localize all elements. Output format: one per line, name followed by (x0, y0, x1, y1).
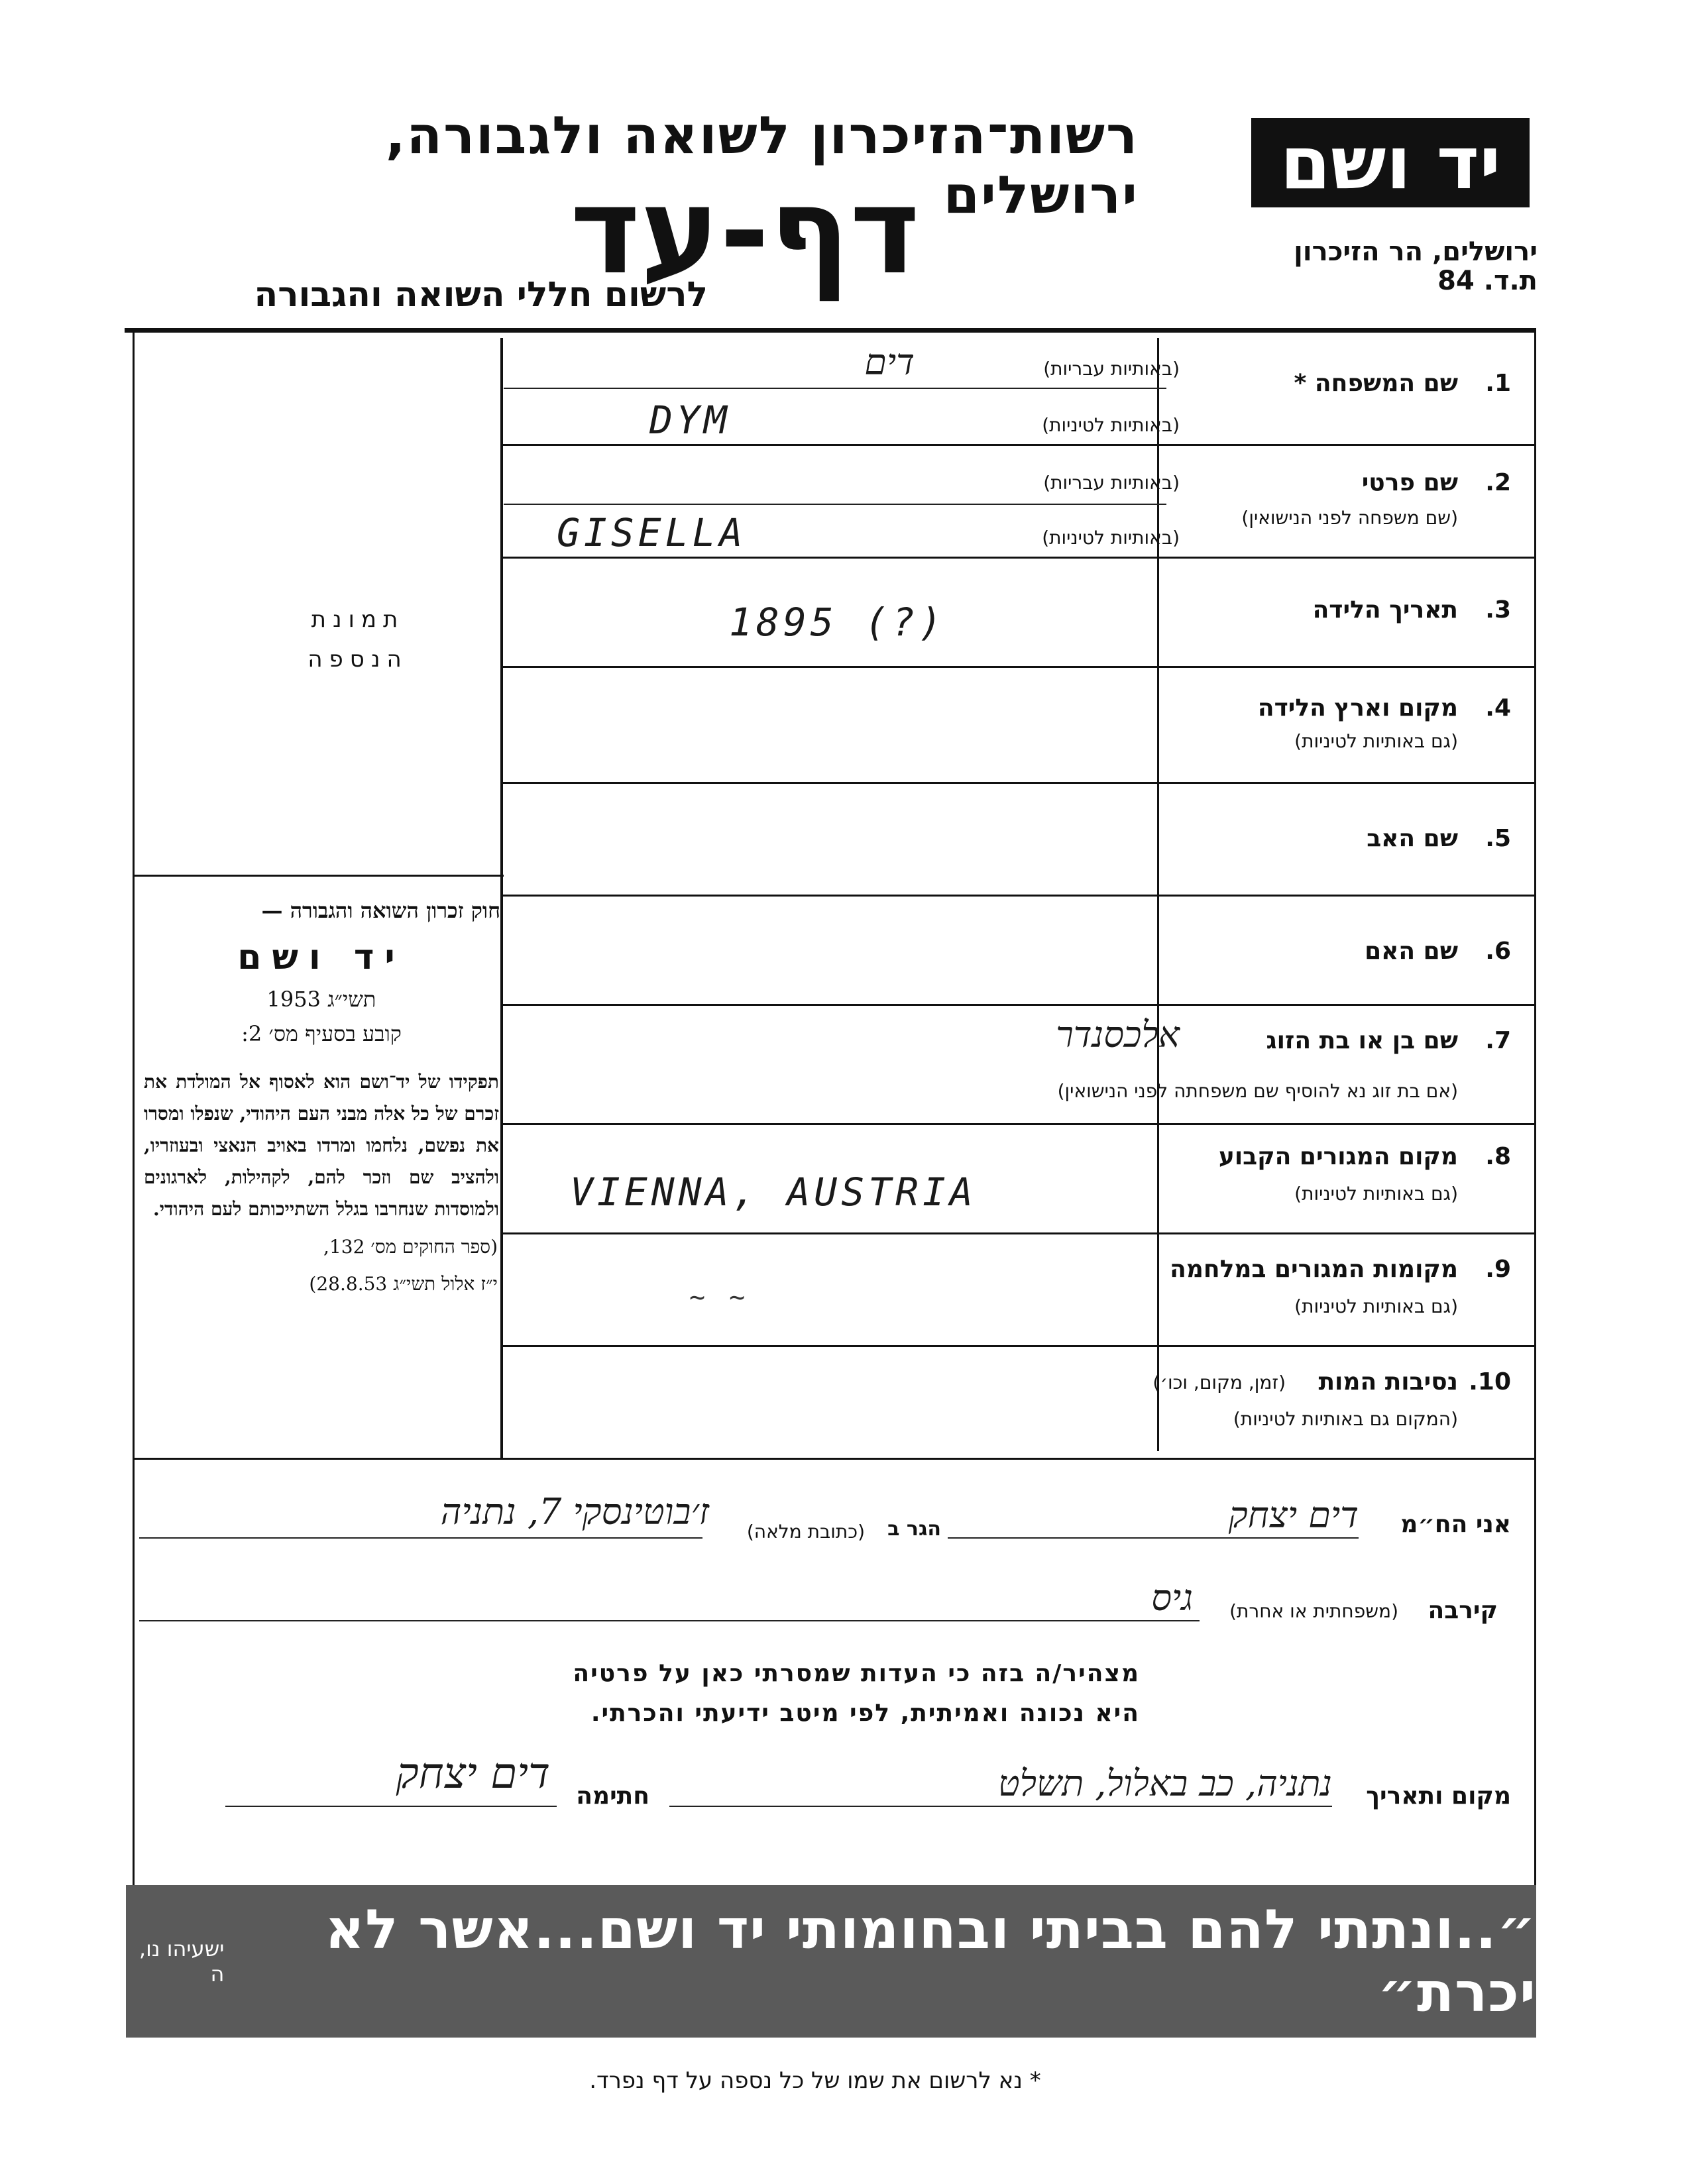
field-1-value-hebrew[interactable]: דים (864, 341, 915, 383)
field-7-label: שם בן או בת הזוג (1266, 1027, 1458, 1054)
field-9-sublabel: (גם באותיות לטיניות) (1294, 1295, 1458, 1317)
row-divider-7 (501, 1123, 1536, 1125)
address-hint: (כתובת מלאה) (746, 1521, 865, 1543)
field-8-label: מקום המגורים הקבוע (1218, 1143, 1458, 1170)
relation-line (139, 1620, 1200, 1621)
declarant-line (948, 1537, 1359, 1539)
row-divider-6 (501, 1004, 1536, 1006)
form-subtitle: לרשום חללי השואה והגבורה (254, 275, 708, 315)
law-body: תפקידו של יד־ושם הוא לאסוף אל המולדת את זכרם של כל אלה מבני העם היהודי, שנפלו ומסרו את נפשם, נלחמו ומרדו באויב הנאצי ובעוזריו, ולהציב שם וזכר להם, לקהילות, לארגונים ולמוסדות שנחרבו בגלל השתייכותם לעם היהודי. (144, 1071, 499, 1220)
resides-label: הגר ב (887, 1517, 941, 1541)
field-2-hebrew-line (504, 504, 1166, 505)
law-source-1: (ספר החוקים מס׳ 132, (323, 1236, 498, 1258)
address-line-pobox: ת.ד. 84 (1437, 266, 1538, 296)
field-8-value[interactable]: VIENNA, AUSTRIA (570, 1170, 977, 1215)
law-year: תשי״ג 1953 (266, 987, 376, 1012)
field-9-number: .9 (1485, 1256, 1511, 1283)
field-5-label: שם האב (1367, 825, 1458, 852)
signature-value[interactable]: דים יצחק (396, 1749, 550, 1798)
row-divider-9 (501, 1345, 1536, 1347)
row-divider-5 (501, 895, 1536, 897)
address-block (1246, 237, 1538, 296)
statement-line-1: מצהיר/ה בזה כי העדות שמסרתי כאן על פרטיה (573, 1660, 1140, 1687)
declarant-label: אני הח״מ (1400, 1511, 1511, 1538)
photo-placeholder[interactable] (272, 600, 444, 679)
field-10-sublabel: (המקום גם באותיות לטיניות) (1233, 1408, 1458, 1430)
photo-label-line2: הנספה (308, 646, 408, 673)
field-4-sublabel: (גם באותיות לטיניות) (1294, 730, 1458, 752)
field-10-label: נסיבות המות (1318, 1368, 1458, 1395)
field-3-number: .3 (1485, 596, 1511, 624)
field-4-label: מקום וארץ הלידה (1257, 694, 1458, 722)
law-heading: חוק זכרון השואה והגבורה — (261, 898, 500, 923)
field-3-label: תאריך הלידה (1312, 596, 1458, 624)
field-8-sublabel: (גם באותיות לטיניות) (1294, 1183, 1458, 1205)
field-6-label: שם האם (1365, 938, 1458, 965)
row-divider-1 (501, 444, 1536, 446)
field-7-number: .7 (1485, 1027, 1511, 1054)
statement-line-2: היא נכונה ואמיתית, לפי מיטב ידיעתי והכרתי. (590, 1700, 1140, 1727)
field-9-value[interactable]: ~ ~ (689, 1282, 750, 1313)
field-2-hint-latin: (באותיות לטיניות) (1042, 527, 1180, 549)
address-line (139, 1537, 702, 1539)
quote-banner (126, 1885, 1536, 2038)
field-9-label: מקומות המגורים במלחמה (1170, 1256, 1458, 1283)
signature-label: חתימה (576, 1782, 649, 1810)
field-2-value-latin[interactable]: GISELLA (557, 510, 747, 555)
signature-line (225, 1806, 557, 1807)
field-2-hint-hebrew: (באותיות עבריות) (1043, 472, 1180, 494)
footnote: * נא לרשום את שמו של כל נספה על דף נפרד. (589, 2067, 1041, 2094)
form-title: דף-עד (570, 162, 920, 301)
field-4-number: .4 (1485, 694, 1511, 722)
place-date-line (669, 1806, 1332, 1807)
declarant-value[interactable]: דים יצחק (1228, 1494, 1359, 1536)
yad-vashem-logo: יד ושם (1251, 118, 1530, 207)
field-10-label-extra: (זמן, מקום, וכו׳) (1152, 1372, 1286, 1393)
law-institution-name: יד ושם (237, 938, 406, 977)
field-7-value[interactable]: אלכסנדר (1056, 1014, 1180, 1056)
photo-section-divider (133, 875, 504, 877)
place-date-label: מקום ותאריך (1366, 1782, 1511, 1810)
organization-name: רשות־הזיכרון לשואה ולגבורה, ירושלים (385, 106, 1139, 225)
field-6-number: .6 (1485, 938, 1511, 965)
field-1-value-latin[interactable]: DYM (649, 398, 731, 443)
law-source-2: י״ז אלול תשי״ג 28.8.53) (309, 1273, 498, 1295)
law-section: קובע בסעיף מס׳ 2: (241, 1021, 402, 1046)
relation-value[interactable]: גיס (1151, 1577, 1193, 1619)
field-1-hint-latin: (באותיות לטיניות) (1042, 414, 1180, 436)
field-10-number: .10 (1469, 1368, 1511, 1395)
field-1-label: שם המשפחה * (1294, 370, 1458, 397)
relation-hint: (משפחתית או אחרת) (1229, 1600, 1398, 1622)
field-5-number: .5 (1485, 825, 1511, 852)
field-1-hebrew-line (504, 388, 1166, 389)
field-7-sublabel: (אם בת זוג נא להוסיף שם משפחתה לפני הנישואין) (1057, 1080, 1458, 1102)
banner-source: ישעיהו נו, ה (139, 1936, 225, 1987)
field-2-sublabel: (שם משפחה לפני הנישואין) (1241, 507, 1458, 529)
field-2-label: שם פרטי (1361, 469, 1458, 496)
law-text-box (136, 898, 507, 1299)
row-divider-8 (501, 1232, 1536, 1234)
banner-quote: ״..ונתתי להם בביתי ובחומותי יד ושם...אשר לא יכרת״ (325, 1898, 1536, 2024)
address-line-city: ירושלים, הר הזיכרון (1294, 237, 1538, 267)
row-divider-2 (501, 557, 1536, 559)
field-8-number: .8 (1485, 1143, 1511, 1170)
field-2-number: .2 (1485, 469, 1511, 496)
row-divider-3 (501, 666, 1536, 668)
photo-label-line1: תמונת (311, 606, 405, 633)
row-divider-4 (501, 782, 1536, 784)
field-3-value[interactable]: 1895 (?) (729, 600, 946, 645)
place-date-value[interactable]: נתניה, כב באלול, תשלט (998, 1763, 1332, 1804)
address-value[interactable]: ז׳בוטינסקי 7, נתניה (440, 1491, 709, 1533)
relation-label: קירבה (1428, 1597, 1498, 1624)
field-1-number: .1 (1485, 370, 1511, 397)
row-divider-10 (133, 1458, 1536, 1460)
field-1-hint-hebrew: (באותיות עבריות) (1043, 358, 1180, 380)
